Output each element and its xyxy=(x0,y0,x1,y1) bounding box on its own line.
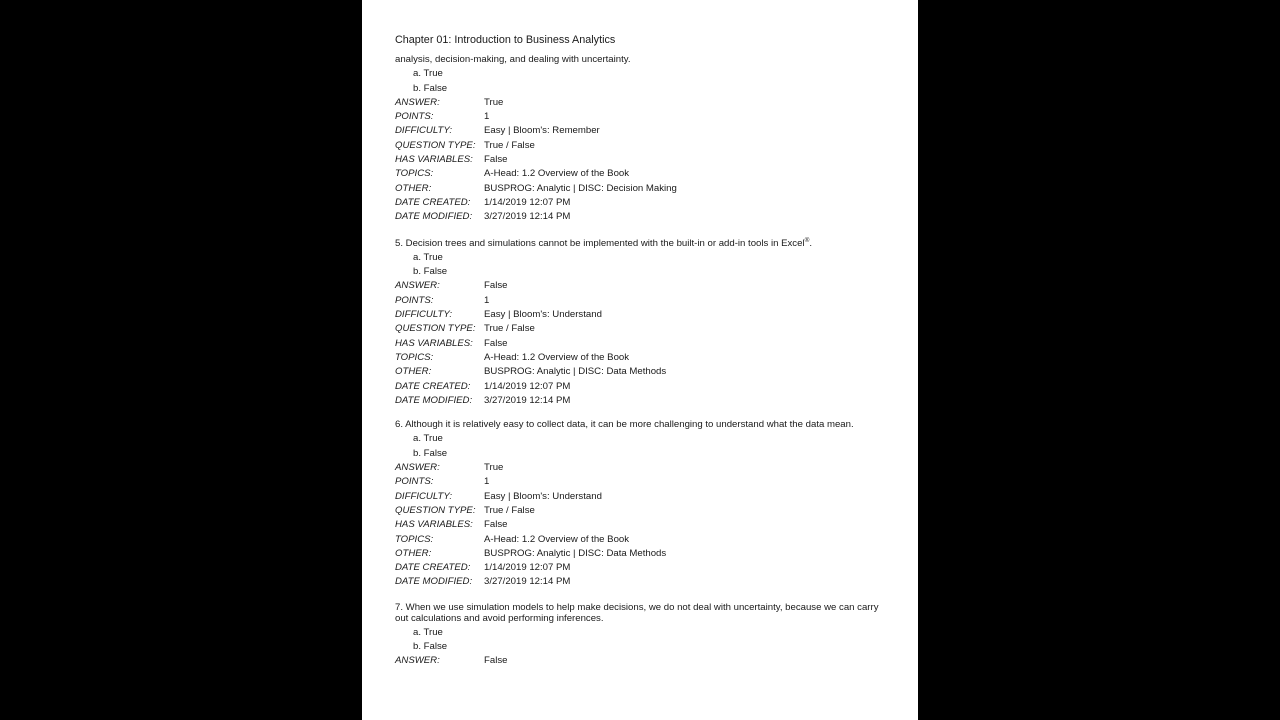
meta-date-created xyxy=(395,380,885,394)
meta-value: 1/14/2019 12:07 PM xyxy=(484,380,571,392)
question-6-text: 6. Although it is relatively easy to collect data, it can be more challenging to understand what the data mean. xyxy=(395,419,854,431)
question-4 xyxy=(395,53,885,225)
meta-key: POINTS: xyxy=(395,294,434,306)
meta-value: False xyxy=(484,519,508,531)
meta-key: DIFFICULTY: xyxy=(395,125,453,137)
meta-date-created xyxy=(395,196,885,210)
question-7-meta xyxy=(395,654,885,668)
question-5-option-b: b. False xyxy=(413,266,448,278)
meta-answer xyxy=(395,279,885,293)
meta-key: DATE MODIFIED: xyxy=(395,576,473,588)
meta-value: 1/14/2019 12:07 PM xyxy=(484,196,571,208)
meta-other xyxy=(395,547,885,561)
meta-value: A-Head: 1.2 Overview of the Book xyxy=(484,533,630,545)
meta-value: True xyxy=(484,462,504,474)
meta-key: HAS VARIABLES: xyxy=(395,154,473,166)
meta-key: OTHER: xyxy=(395,366,432,378)
question-5-option-a: a. True xyxy=(413,251,443,263)
meta-value: 3/27/2019 12:14 PM xyxy=(484,576,571,588)
meta-answer xyxy=(395,461,885,475)
meta-question-type xyxy=(395,139,885,153)
meta-topics xyxy=(395,351,885,365)
meta-value: 1 xyxy=(484,111,490,123)
meta-key: ANSWER: xyxy=(395,280,440,292)
meta-other xyxy=(395,365,885,379)
registered-mark: ® xyxy=(804,236,810,244)
meta-key: HAS VARIABLES: xyxy=(395,337,473,349)
meta-value: 3/27/2019 12:14 PM xyxy=(484,394,571,406)
question-4-meta xyxy=(395,96,885,225)
meta-answer xyxy=(395,96,885,110)
spacer xyxy=(395,590,885,602)
question-4-text: analysis, decision-making, and dealing with uncertainty. xyxy=(395,54,631,65)
meta-difficulty xyxy=(395,124,885,138)
meta-value: True / False xyxy=(484,323,535,335)
meta-value: False xyxy=(484,280,508,292)
meta-value: BUSPROG: Analytic | DISC: Data Methods xyxy=(484,366,667,378)
meta-value: BUSPROG: Analytic | DISC: Decision Making xyxy=(484,182,677,194)
meta-key: QUESTION TYPE: xyxy=(395,323,476,335)
meta-difficulty xyxy=(395,490,885,504)
meta-topics xyxy=(395,167,885,181)
meta-topics xyxy=(395,533,885,547)
meta-has-variables xyxy=(395,518,885,532)
meta-value: Easy | Bloom's: Understand xyxy=(484,309,602,321)
meta-value: A-Head: 1.2 Overview of the Book xyxy=(484,168,630,180)
page-content xyxy=(395,33,885,669)
meta-has-variables xyxy=(395,153,885,167)
question-6-option-b: b. False xyxy=(413,447,448,459)
question-5-text-end: . xyxy=(809,237,813,249)
chapter-header: Chapter 01: Introduction to Business Analytics xyxy=(395,34,616,46)
meta-points xyxy=(395,110,885,124)
meta-value: True xyxy=(484,96,504,108)
question-4-option-b: b. False xyxy=(413,82,448,94)
question-7 xyxy=(395,602,885,669)
question-4-option-a: a. True xyxy=(413,68,443,80)
meta-date-created xyxy=(395,561,885,575)
question-6-meta xyxy=(395,461,885,590)
meta-answer xyxy=(395,654,885,668)
meta-key: OTHER: xyxy=(395,547,432,559)
spacer xyxy=(395,408,885,418)
question-6 xyxy=(395,418,885,590)
meta-question-type xyxy=(395,322,885,336)
meta-value: Easy | Bloom's: Understand xyxy=(484,490,602,502)
meta-key: DATE MODIFIED: xyxy=(395,394,473,406)
meta-question-type xyxy=(395,504,885,518)
question-7-text: 7. When we use simulation models to help make decisions, we do not deal with uncertainty, because we can carry out calculations and avoid performing inferences. xyxy=(395,601,879,624)
meta-other xyxy=(395,182,885,196)
question-7-option-b: b. False xyxy=(413,641,448,653)
meta-key: POINTS: xyxy=(395,111,434,123)
spacer xyxy=(395,225,885,237)
meta-key: ANSWER: xyxy=(395,462,440,474)
meta-points xyxy=(395,475,885,489)
meta-key: DIFFICULTY: xyxy=(395,309,453,321)
meta-value: 1 xyxy=(484,476,490,488)
meta-key: TOPICS: xyxy=(395,168,434,180)
meta-value: 1 xyxy=(484,294,490,306)
meta-value: True / False xyxy=(484,504,535,516)
meta-key: TOPICS: xyxy=(395,533,434,545)
question-5-text-body: 5. Decision trees and simulations cannot be implemented with the built-in or add-in tools in Excel xyxy=(395,237,805,249)
meta-value: False xyxy=(484,154,508,166)
meta-key: OTHER: xyxy=(395,182,432,194)
meta-value: False xyxy=(484,337,508,349)
question-5 xyxy=(395,237,885,409)
meta-date-modified xyxy=(395,394,885,408)
meta-points xyxy=(395,294,885,308)
meta-key: TOPICS: xyxy=(395,351,434,363)
meta-key: DIFFICULTY: xyxy=(395,490,453,502)
meta-key: DATE CREATED: xyxy=(395,380,471,392)
meta-key: DATE CREATED: xyxy=(395,562,471,574)
meta-date-modified xyxy=(395,575,885,589)
meta-key: ANSWER: xyxy=(395,655,440,667)
meta-date-modified xyxy=(395,210,885,224)
meta-has-variables xyxy=(395,337,885,351)
meta-key: DATE CREATED: xyxy=(395,196,471,208)
question-5-meta xyxy=(395,279,885,408)
question-6-option-a: a. True xyxy=(413,433,443,445)
meta-value: A-Head: 1.2 Overview of the Book xyxy=(484,351,630,363)
meta-key: ANSWER: xyxy=(395,96,440,108)
meta-key: QUESTION TYPE: xyxy=(395,139,476,151)
meta-key: HAS VARIABLES: xyxy=(395,519,473,531)
meta-key: QUESTION TYPE: xyxy=(395,504,476,516)
meta-value: False xyxy=(484,655,508,667)
meta-value: 1/14/2019 12:07 PM xyxy=(484,562,571,574)
meta-value: BUSPROG: Analytic | DISC: Data Methods xyxy=(484,547,667,559)
meta-value: True / False xyxy=(484,139,535,151)
question-7-option-a: a. True xyxy=(413,626,443,638)
meta-difficulty xyxy=(395,308,885,322)
meta-value: Easy | Bloom's: Remember xyxy=(484,125,600,137)
meta-value: 3/27/2019 12:14 PM xyxy=(484,211,571,223)
document-page xyxy=(362,0,918,720)
meta-key: POINTS: xyxy=(395,476,434,488)
meta-key: DATE MODIFIED: xyxy=(395,211,473,223)
question-5-text xyxy=(395,237,885,251)
